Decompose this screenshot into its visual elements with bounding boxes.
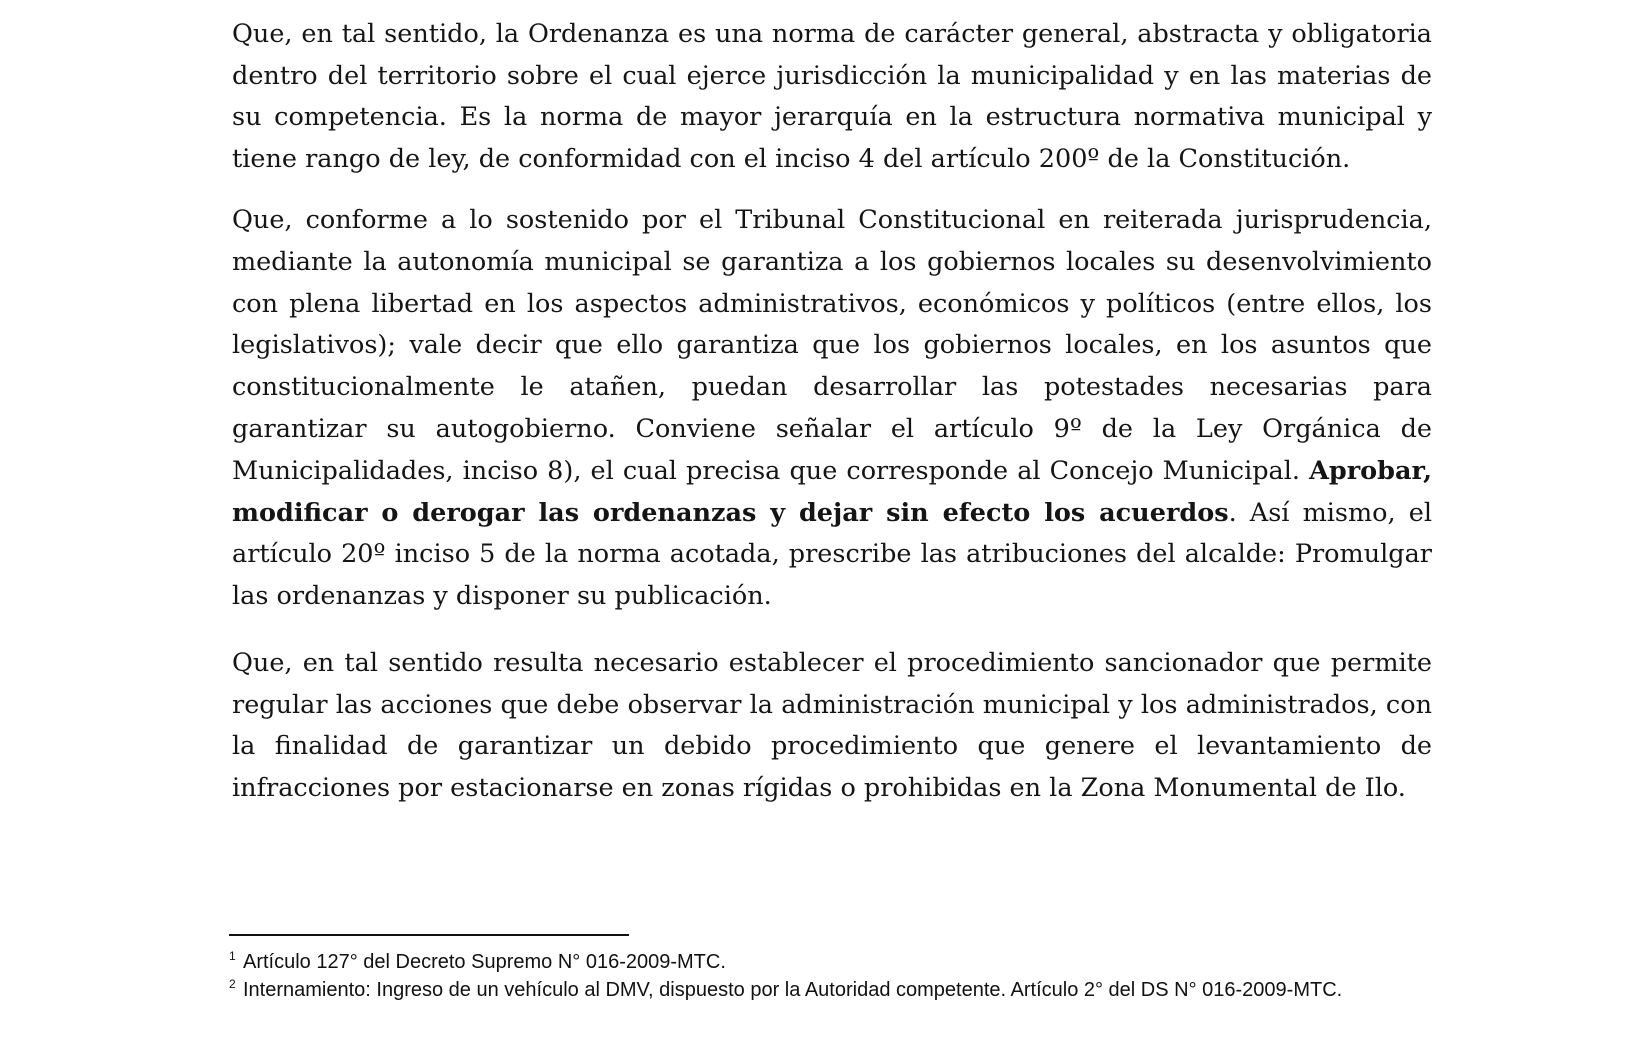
paragraph-text: . Así mismo, el artículo 20º inciso 5 de la norma acotada, prescribe las atribuciones del alcalde: Promulgar las ordenanzas y disponer su publicación. <box>232 497 1432 612</box>
paragraph-text: Que, conforme a lo sostenido por el Tribunal Constitucional en reiterada jurisprudencia, mediante la autonomía municipal se garantiza a los gobiernos locales su desenvolvimiento con plena libertad en los aspectos administrativos, económicos y políticos (entre ellos, los legislativos); vale decir que ello garantiza que los gobiernos locales, en los asuntos que constitucionalmente le atañen, puedan desarrollar las potestades necesarias para garantizar su autogobierno. Conviene señalar el artículo 9º de la Ley Orgánica de Municipalidades, inciso 8), el cual precisa que corresponde al Concejo Municipal. <box>232 205 1432 486</box>
footnote-text: Artículo 127° del Decreto Supremo N° 016-2009-MTC. <box>243 951 726 973</box>
footnote-text: Internamiento: Ingreso de un vehículo al DMV, dispuesto por la Autoridad competente. Artículo 2° del DS N° 016-2009-MTC. <box>243 979 1343 1001</box>
footnote-separator <box>229 934 629 936</box>
footnote-marker: 1 <box>229 949 236 963</box>
footnotes <box>229 948 1409 1004</box>
paragraph-ordenanza-definition <box>232 14 1432 180</box>
bold-emphasis-text: Aprobar, modificar o derogar las ordenanzas y dejar sin efecto los acuerdos <box>232 455 1432 528</box>
paragraph-procedimiento-sancionador <box>232 643 1432 809</box>
footnote-marker: 2 <box>229 977 236 991</box>
footnote-2 <box>229 976 1409 1004</box>
footnote-1 <box>229 948 1409 976</box>
paragraph-text: Que, en tal sentido, la Ordenanza es una norma de carácter general, abstracta y obligatoria dentro del territorio sobre el cual ejerce jurisdicción la municipalidad y en las materias de su competencia. Es la norma de mayor jerarquía en la estructura normativa municipal y tiene rango de ley, de conformidad con el inciso 4 del artículo 200º de la Constitución. <box>232 19 1432 174</box>
paragraph-autonomia-municipal <box>232 200 1432 618</box>
paragraph-text: Que, en tal sentido resulta necesario establecer el procedimiento sancionador que permite regular las acciones que debe observar la administración municipal y los administrados, con la finalidad de garantizar un debido procedimiento que genere el levantamiento de infracciones por estacionarse en zonas rígidas o prohibidas en la Zona Monumental de Ilo. <box>232 648 1432 803</box>
